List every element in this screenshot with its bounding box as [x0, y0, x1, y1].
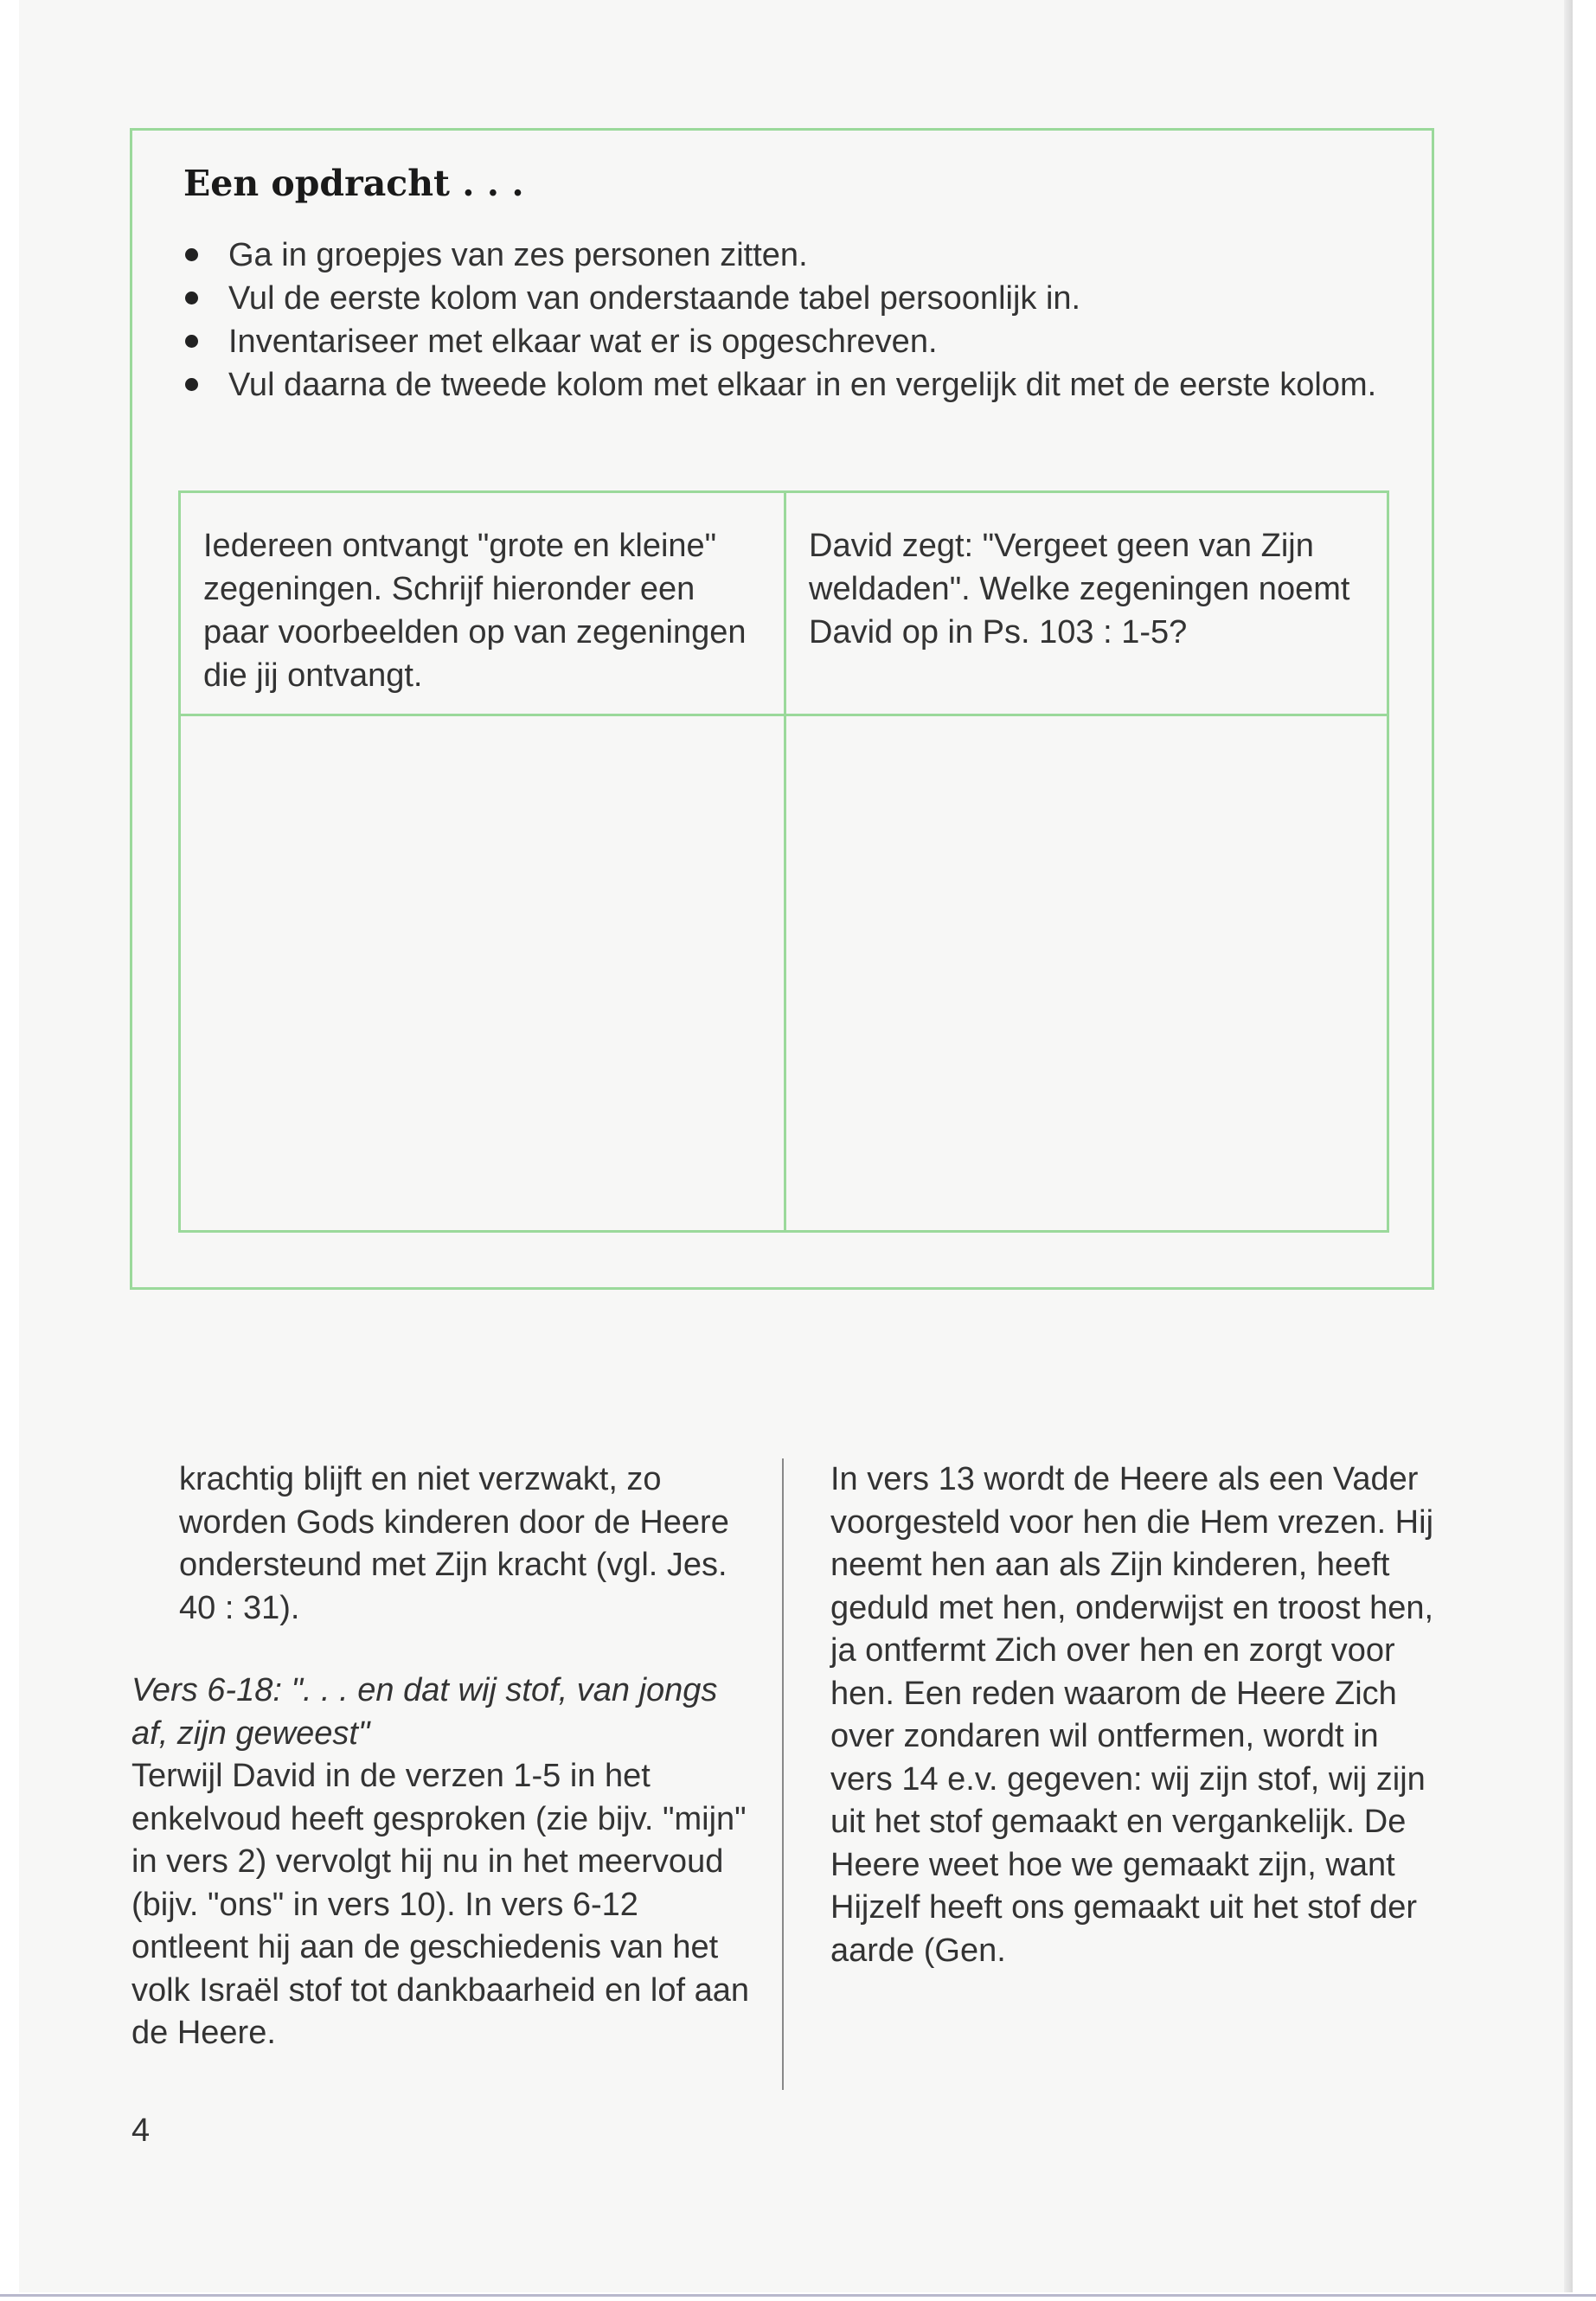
page-number: 4: [131, 2112, 151, 2149]
answer-cell-david[interactable]: [785, 715, 1388, 1232]
assignment-bullet-list: [183, 234, 1412, 407]
bullet-dot-icon: [185, 292, 198, 304]
bullet-text: Vul daarna de tweede kolom met elkaar in en vergelijk dit met de eerste kolom.: [228, 367, 1377, 403]
blessings-table: [178, 490, 1389, 1233]
bullet-item: [183, 277, 1412, 320]
left-text-column: [131, 1458, 763, 2055]
bullet-item: [183, 363, 1412, 407]
bullet-dot-icon: [185, 248, 198, 261]
table-header-cell-david: David zegt: "Vergeet geen van Zijn weldaden". Welke zegeningen noemt David op in Ps. 103 : 1-5?: [785, 492, 1388, 715]
continuation-paragraph: krachtig blijft en niet verzwakt, zo worden Gods kinderen door de Heere ondersteund met Zijn kracht (vgl. Jes. 40 : 31).: [179, 1461, 729, 1626]
bullet-text: Inventariseer met elkaar wat er is opgeschreven.: [228, 324, 938, 360]
answer-cell-personal[interactable]: [180, 715, 785, 1232]
paragraph-gap: [131, 1630, 763, 1670]
table-header-cell-personal: Iedereen ontvangt "grote en kleine" zegeningen. Schrijf hieronder een paar voorbeelden op van zegeningen die jij ontvangt.: [180, 492, 785, 715]
section-heading: Vers 6-18: ". . . en dat wij stof, van jongs af, zijn geweest": [131, 1672, 718, 1752]
table-answer-row: [180, 715, 1388, 1232]
assignment-title: Een opdracht . . .: [183, 163, 524, 204]
body-paragraph: Terwijl David in de verzen 1-5 in het enkelvoud heeft gesproken (zie bijv. "mijn" in vers 2) vervolgt hij nu in het meervoud (bijv. "ons" in vers 10). In vers 6-12 ontleent hij aan de geschiedenis van het volk Israël stof tot dankbaarheid en lof aan de Heere.: [131, 1758, 750, 2051]
body-paragraph: In vers 13 wordt de Heere als een Vader voorgesteld voor hen die Hem vrezen. Hij neemt hen aan als Zijn kinderen, heeft geduld met hen, onderwijst en troost hen, ja ontfermt Zich over hen en zorgt voor hen. Een reden waarom de Heere Zich over zondaren wil ontfermen, wordt in vers 14 e.v. gegeven: wij zijn stof, wij zijn uit het stof gemaakt en vergankelijk. De Heere weet hoe we gemaakt zijn, want Hijzelf heeft ons gemaakt uit het stof der aarde (Gen.: [830, 1461, 1434, 1969]
bullet-item: [183, 234, 1412, 277]
scan-bottom-line: [0, 2294, 1596, 2297]
bullet-dot-icon: [185, 378, 198, 391]
page-edge: [1564, 0, 1573, 2292]
bullet-dot-icon: [185, 335, 198, 348]
column-divider: [782, 1458, 784, 2090]
right-text-column: [830, 1458, 1436, 1972]
table-header-row: [180, 492, 1388, 715]
bullet-item: [183, 320, 1412, 363]
bullet-text: Ga in groepjes van zes personen zitten.: [228, 237, 808, 273]
bullet-text: Vul de eerste kolom van onderstaande tabel persoonlijk in.: [228, 280, 1081, 317]
